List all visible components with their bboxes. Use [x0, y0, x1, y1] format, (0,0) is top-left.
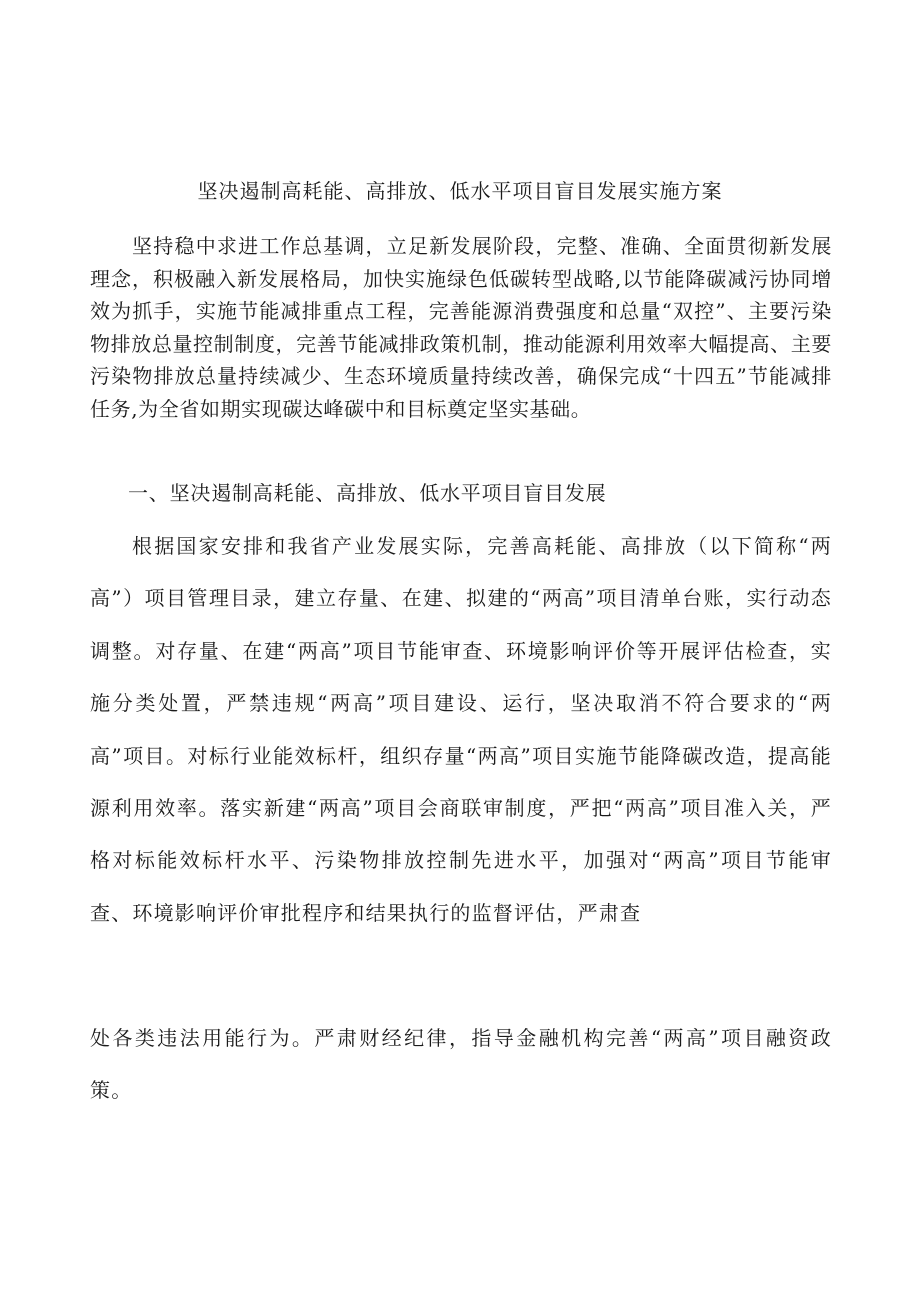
- intro-paragraph: 坚持稳中求进工作总基调，立足新发展阶段，完整、准确、全面贯彻新发展理念，积极融入新发展格局，加快实施绿色低碳转型战略,以节能降碳减污协同增效为抓手，实施节能减排重点工程，完善能源消费强度和总量“双控”、主要污染物排放总量控制制度，完善节能减排政策机制，推动能源利用效率大幅提高、主要污染物排放总量持续减少、生态环境质量持续改善，确保完成“十四五”节能减排任务,为全省如期实现碳达峰碳中和目标奠定坚实基础。: [90, 234, 832, 421]
- section-heading: 一、坚决遏制高耗能、高排放、低水平项目盲目发展: [128, 481, 607, 505]
- section-paragraph-continued: 处各类违法用能行为。严肃财经纪律，指导金融机构完善“两高”项目融资政策。: [90, 1026, 832, 1103]
- document-title: 坚决遏制高耗能、高排放、低水平项目盲目发展实施方案: [197, 179, 723, 203]
- section-paragraph: 根据国家安排和我省产业发展实际，完善高耗能、高排放（以下简称“两高”）项目管理目录，建立存量、在建、拟建的“两高”项目清单台账，实行动态调整。对存量、在建“两高”项目节能审查、环境影响评价等开展评估检查，实施分类处置，严禁违规“两高”项目建设、运行，坚决取消不符合要求的“两高”项目。对标行业能效标杆，组织存量“两高”项目实施节能降碳改造，提高能源利用效率。落实新建“两高”项目会商联审制度，严把“两高”项目准入关，严格对标能效标杆水平、污染物排放控制先进水平，加强对“两高”项目节能审查、环境影响评价审批程序和结果执行的监督评估，严肃查: [90, 534, 832, 925]
